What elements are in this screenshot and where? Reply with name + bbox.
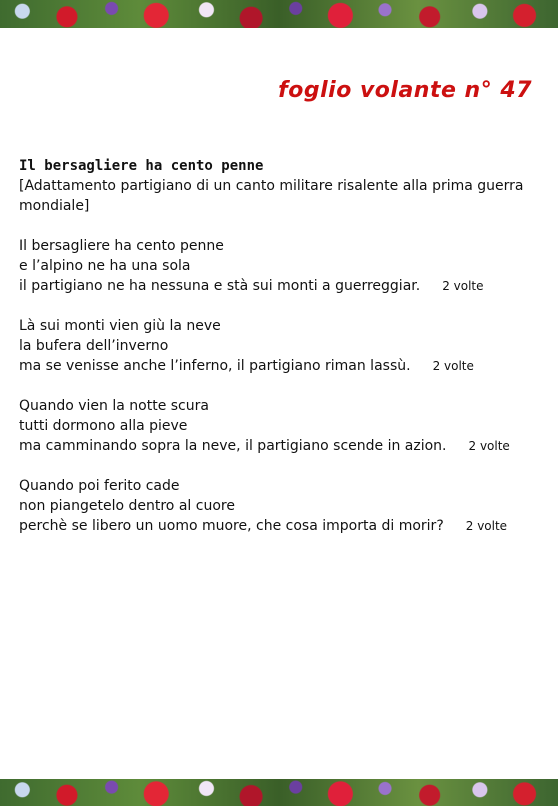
verse-line-text: perchè se libero un uomo muore, che cosa importa di morir? (19, 518, 444, 534)
verse-line: Là sui monti vien giù la neve (19, 318, 221, 334)
verse-line: Il bersagliere ha cento penne (19, 238, 224, 254)
verse-line-last (19, 276, 544, 296)
verse-line-text: il partigiano ne ha nessuna e stà sui monti a guerreggiar. (19, 278, 421, 294)
verse-line: Quando vien la notte scura (19, 398, 209, 414)
page-title: foglio volante n° 47 (278, 78, 532, 103)
repeat-note: 2 volte (432, 359, 474, 373)
stanza-3 (19, 396, 544, 456)
repeat-note: 2 volte (468, 439, 510, 453)
repeat-note: 2 volte (465, 519, 508, 533)
verse-line: non piangetelo dentro al cuore (19, 498, 235, 514)
verse-line-text: ma se venisse anche l’inferno, il partigiano riman lassù. (19, 358, 411, 374)
stanza-1 (19, 236, 544, 296)
song-text (19, 156, 544, 556)
verse-line-last (19, 516, 544, 536)
repeat-note: 2 volte (442, 279, 484, 293)
flower-header-band (0, 0, 558, 28)
song-title: Il bersagliere ha cento penne (19, 158, 264, 174)
verse-line: la bufera dell’inverno (19, 338, 169, 354)
stanza-2 (19, 316, 544, 376)
verse-line-last (19, 436, 544, 456)
flower-footer-band (0, 779, 558, 806)
song-note: [Adattamento partigiano di un canto militare risalente alla prima guerra mondiale] (19, 178, 524, 214)
verse-line: e l’alpino ne ha una sola (19, 258, 191, 274)
verse-line: Quando poi ferito cade (19, 478, 180, 494)
verse-line: tutti dormono alla pieve (19, 418, 188, 434)
stanza-4 (19, 476, 544, 536)
verse-line-text: ma camminando sopra la neve, il partigiano scende in azion. (19, 438, 447, 454)
verse-line-last (19, 356, 544, 376)
